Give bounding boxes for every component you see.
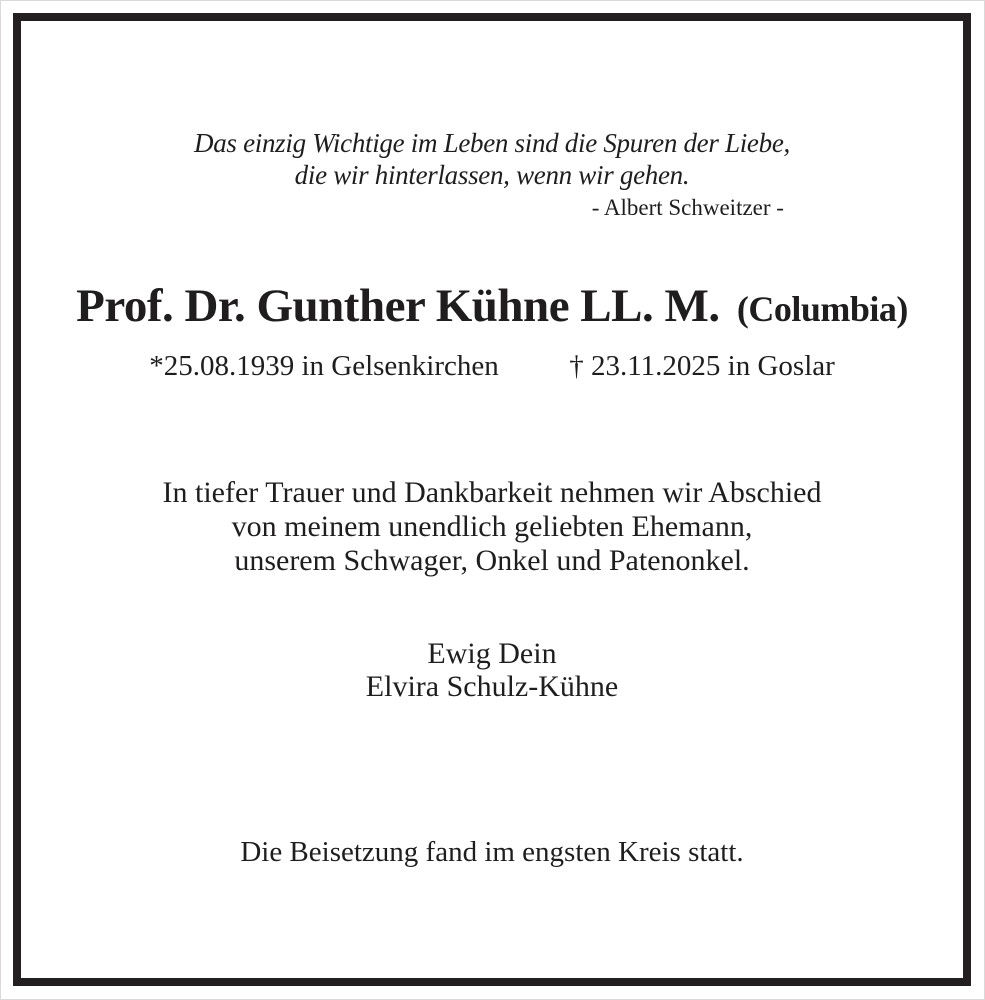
- mourning-message: [21, 476, 963, 578]
- border-frame: [13, 13, 971, 986]
- quote-line-1: Das einzig Wichtige im Leben sind die Spuren der Liebe,: [194, 128, 790, 158]
- quote-line-2: die wir hinterlassen, wenn wir gehen.: [294, 160, 690, 190]
- quote-block: [21, 127, 963, 222]
- funeral-note: Die Beisetzung fand im engsten Kreis statt.: [240, 836, 744, 868]
- mourning-message-line-1: In tiefer Trauer und Dankbarkeit nehmen wir Abschied: [162, 476, 822, 509]
- quote-inner: [194, 127, 790, 222]
- deceased-name-suffix: (Columbia): [736, 289, 908, 329]
- death-date: † 23.11.2025 in Goslar: [569, 350, 835, 382]
- mourning-message-line-3: unserem Schwager, Onkel und Patenonkel.: [234, 544, 750, 577]
- birth-date: *25.08.1939 in Gelsenkirchen: [149, 350, 499, 382]
- mourner-name: Elvira Schulz-Kühne: [365, 670, 619, 703]
- quote-attribution: - Albert Schweitzer -: [591, 195, 784, 220]
- farewell-phrase: Ewig Dein: [427, 637, 557, 670]
- deceased-name-line: [21, 277, 963, 338]
- life-dates-line: [21, 349, 963, 383]
- farewell-block: [21, 637, 963, 703]
- mourning-message-line-2: von meinem unendlich geliebten Ehemann,: [231, 510, 753, 543]
- deceased-name: Prof. Dr. Gunther Kühne LL. M.: [76, 280, 720, 332]
